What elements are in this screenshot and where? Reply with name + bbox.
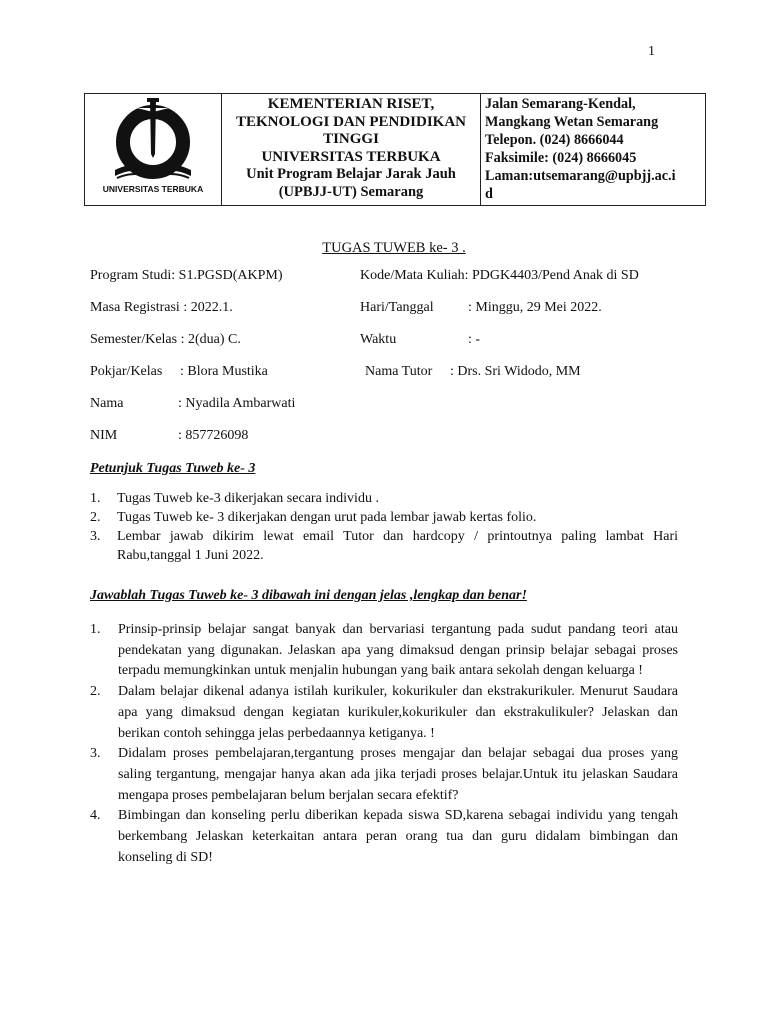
info-row (90, 332, 481, 348)
waktu-label: Waktu (360, 332, 397, 347)
universitas-terbuka-logo (85, 94, 221, 200)
tutor-label: Nama Tutor (365, 364, 433, 379)
tutor-value: : Drs. Sri Widodo, MM (450, 364, 581, 379)
hari-label: Hari/Tanggal (360, 300, 434, 315)
pokjar-value: : Blora Mustika (180, 364, 268, 379)
logo-text: UNIVERSITAS TERBUKA (102, 184, 204, 194)
letterhead (84, 93, 706, 206)
institution-line: TINGGI (323, 131, 379, 147)
institution-line: KEMENTERIAN RISET, (267, 96, 435, 112)
info-row (90, 428, 249, 444)
address-line: Jalan Semarang-Kendal, (485, 96, 636, 112)
address-line: Mangkang Wetan Semarang (485, 114, 659, 130)
question-item (90, 620, 678, 682)
page-number: 1 (648, 44, 655, 59)
address-block (481, 94, 706, 206)
kode-matakuliah: Kode/Mata Kuliah: PDGK4403/Pend Anak di SD (360, 268, 639, 283)
question-number: 3. (90, 746, 101, 762)
petunjuk-heading: Petunjuk Tugas Tuweb ke- 3 (90, 461, 256, 476)
list-item (90, 508, 678, 527)
list-item (90, 527, 678, 565)
item-number: 3. (90, 529, 101, 544)
logo-cell (85, 94, 222, 206)
document-title-text: TUGAS TUWEB ke- 3 . (322, 240, 466, 256)
address-line: d (485, 186, 493, 202)
item-text: Tugas Tuweb ke- 3 dikerjakan dengan urut pada lembar jawab kertas folio. (117, 510, 537, 525)
institution-line: Unit Program Belajar Jarak Jauh (246, 166, 456, 182)
institution-block (222, 94, 481, 206)
nim-label: NIM (90, 428, 118, 443)
jawab-heading: Jawablah Tugas Tuweb ke- 3 dibawah ini dengan jelas ,lengkap dan benar! (90, 588, 527, 603)
address-line: Faksimile: (024) 8666045 (485, 150, 637, 166)
item-text: Tugas Tuweb ke-3 dikerjakan secara individu . (117, 491, 379, 506)
masa-registrasi: Masa Registrasi : 2022.1. (90, 300, 233, 315)
question-item (90, 806, 678, 868)
institution-line: TEKNOLOGI DAN PENDIDIKAN (235, 113, 467, 130)
question-number: 4. (90, 808, 101, 824)
info-row (90, 268, 639, 284)
question-number: 1. (90, 622, 101, 637)
address-line: Telepon. (024) 8666044 (485, 132, 624, 148)
nama-label: Nama (90, 396, 124, 411)
question-item (90, 682, 678, 744)
document-title (0, 240, 768, 257)
pokjar-label: Pokjar/Kelas (90, 364, 163, 379)
waktu-value: : - (468, 332, 481, 347)
question-text: Didalam proses pembelajaran,tergantung proses mengajar dan belajar sebagai dua proses yang saling tergantung, mengajar hanya akan ada jika terjadi proses belajar.Untuk itu jelaskan Saudara mengapa proses pembelajaran belum berjalan secara efektif? (118, 746, 678, 803)
info-row (90, 300, 602, 316)
hari-value: : Minggu, 29 Mei 2022. (468, 300, 602, 315)
list-item (90, 489, 678, 508)
item-text: Lembar jawab dikirim lewat email Tutor dan hardcopy / printoutnya paling lambat Hari Rabu,tanggal 1 Juni 2022. (117, 529, 678, 563)
question-text: Prinsip-prinsip belajar sangat banyak dan bervariasi tergantung pada sudut pandang teori atau pendekatan yang digunakan. Jelaskan apa yang dimaksud dengan prinsip belajar sebagai proses terpadu memungkinkan untuk menjalin hubungan yang baik antara sekolah dengan keluarga ! (118, 622, 678, 679)
question-number: 2. (90, 684, 101, 700)
question-text: Bimbingan dan konseling perlu diberikan kepada siswa SD,karena sebagai individu yang tengah berkembang Jelaskan keterkaitan antara peran orang tua dan guru didalam bimbingan dan konseling di SD! (118, 808, 678, 865)
institution-line: UNIVERSITAS TERBUKA (261, 148, 441, 165)
info-row (90, 396, 296, 412)
info-row (90, 364, 581, 380)
question-list (90, 620, 678, 868)
item-number: 1. (90, 491, 101, 506)
nama-value: : Nyadila Ambarwati (178, 396, 296, 411)
question-text: Dalam belajar dikenal adanya istilah kurikuler, kokurikuler dan ekstrakurikuler. Menurut Saudara apa yang dimaksud dengan kegiatan kurikuler,kokurikuler dan ekstrakulikuler? Jelaskan dan berikan contoh sehingga jelas perbedaannya ketiganya. ! (118, 684, 678, 741)
institution-line: (UPBJJ-UT) Semarang (278, 183, 424, 200)
question-item (90, 744, 678, 806)
item-number: 2. (90, 510, 101, 525)
semester-kelas: Semester/Kelas : 2(dua) C. (90, 332, 241, 347)
program-studi: Program Studi: S1.PGSD(AKPM) (90, 268, 283, 283)
address-line: Laman:utsemarang@upbjj.ac.i (485, 168, 676, 184)
nim-value: : 857726098 (178, 428, 249, 443)
petunjuk-list (90, 489, 678, 565)
